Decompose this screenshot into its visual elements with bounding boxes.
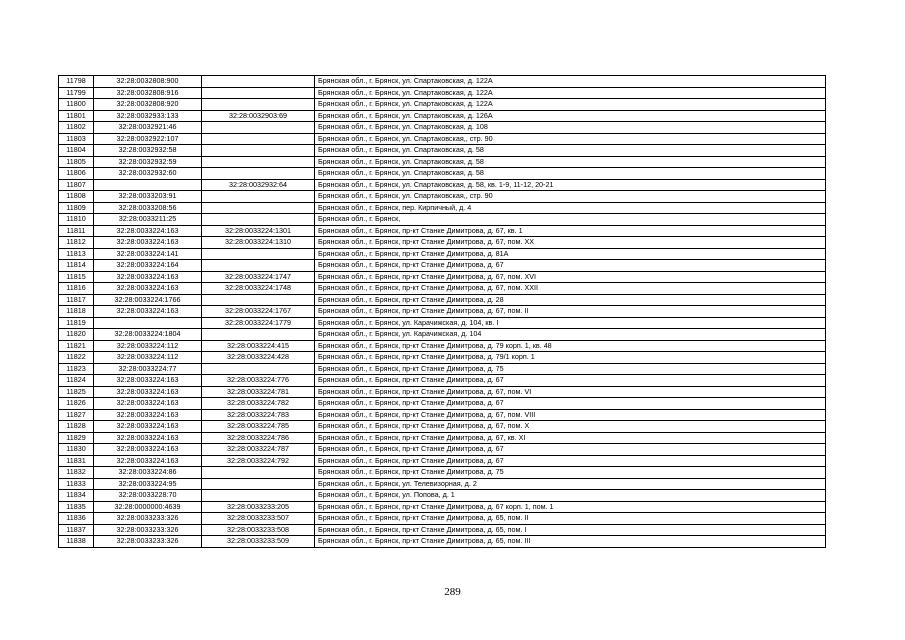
object-number-cell bbox=[202, 191, 315, 203]
address-cell: Брянская обл., г. Брянск, пр-кт Станке Димитрова, д. 67 bbox=[315, 444, 826, 456]
table-row bbox=[59, 409, 826, 421]
row-number-cell: 11807 bbox=[59, 179, 94, 191]
row-number-cell: 11806 bbox=[59, 168, 94, 180]
table-row bbox=[59, 202, 826, 214]
table-row bbox=[59, 501, 826, 513]
object-number-cell: 32:28:0033233:205 bbox=[202, 501, 315, 513]
row-number-cell: 11826 bbox=[59, 398, 94, 410]
object-number-cell: 32:28:0033224:1310 bbox=[202, 237, 315, 249]
table-row bbox=[59, 271, 826, 283]
parcel-number-cell: 32:28:0033224:1766 bbox=[94, 294, 202, 306]
row-number-cell: 11822 bbox=[59, 352, 94, 364]
address-cell: Брянская обл., г. Брянск, ул. Спартаковская, д. 58 bbox=[315, 168, 826, 180]
table-row bbox=[59, 168, 826, 180]
row-number-cell: 11830 bbox=[59, 444, 94, 456]
table-row bbox=[59, 179, 826, 191]
parcel-number-cell: 32:28:0033233:326 bbox=[94, 513, 202, 525]
address-cell: Брянская обл., г. Брянск, пр-кт Станке Димитрова, д. 65, пом. II bbox=[315, 513, 826, 525]
address-cell: Брянская обл., г. Брянск, пр-кт Станке Димитрова, д. 67 bbox=[315, 260, 826, 272]
table-row bbox=[59, 375, 826, 387]
object-number-cell: 32:28:0033224:781 bbox=[202, 386, 315, 398]
row-number-cell: 11814 bbox=[59, 260, 94, 272]
parcel-number-cell: 32:28:0033224:163 bbox=[94, 283, 202, 295]
row-number-cell: 11818 bbox=[59, 306, 94, 318]
parcel-number-cell: 32:28:0032933:133 bbox=[94, 110, 202, 122]
address-cell: Брянская обл., г. Брянск, пер. Кирпичный, д. 4 bbox=[315, 202, 826, 214]
object-number-cell: 32:28:0033224:783 bbox=[202, 409, 315, 421]
row-number-cell: 11810 bbox=[59, 214, 94, 226]
row-number-cell: 11803 bbox=[59, 133, 94, 145]
object-number-cell bbox=[202, 490, 315, 502]
table-row bbox=[59, 306, 826, 318]
address-cell: Брянская обл., г. Брянск, пр-кт Станке Димитрова, д. 67, пом. VIII bbox=[315, 409, 826, 421]
parcel-number-cell: 32:28:0033224:95 bbox=[94, 478, 202, 490]
address-cell: Брянская обл., г. Брянск, ул. Спартаковская, д. 108 bbox=[315, 122, 826, 134]
object-number-cell bbox=[202, 99, 315, 111]
parcel-number-cell: 32:28:0033224:164 bbox=[94, 260, 202, 272]
object-number-cell: 32:28:0033224:415 bbox=[202, 340, 315, 352]
registry-table bbox=[58, 75, 826, 548]
object-number-cell: 32:28:0033233:509 bbox=[202, 536, 315, 548]
table-row bbox=[59, 122, 826, 134]
table-row bbox=[59, 421, 826, 433]
parcel-number-cell: 32:28:0033233:326 bbox=[94, 524, 202, 536]
row-number-cell: 11820 bbox=[59, 329, 94, 341]
table-row bbox=[59, 294, 826, 306]
table-row bbox=[59, 260, 826, 272]
table-row bbox=[59, 76, 826, 88]
row-number-cell: 11812 bbox=[59, 237, 94, 249]
address-cell: Брянская обл., г. Брянск, ул. Спартаковская,, стр. 90 bbox=[315, 191, 826, 203]
table-row bbox=[59, 398, 826, 410]
table-row bbox=[59, 536, 826, 548]
parcel-number-cell: 32:28:0032808:920 bbox=[94, 99, 202, 111]
parcel-number-cell: 32:28:0033208:56 bbox=[94, 202, 202, 214]
row-number-cell: 11804 bbox=[59, 145, 94, 157]
row-number-cell: 11823 bbox=[59, 363, 94, 375]
table-row bbox=[59, 110, 826, 122]
object-number-cell: 32:28:0033224:786 bbox=[202, 432, 315, 444]
parcel-number-cell: 32:28:0033224:163 bbox=[94, 225, 202, 237]
row-number-cell: 11832 bbox=[59, 467, 94, 479]
parcel-number-cell: 32:28:0033224:163 bbox=[94, 375, 202, 387]
row-number-cell: 11831 bbox=[59, 455, 94, 467]
row-number-cell: 11837 bbox=[59, 524, 94, 536]
address-cell: Брянская обл., г. Брянск, пр-кт Станке Димитрова, д. 67, пом. X bbox=[315, 421, 826, 433]
table-row bbox=[59, 214, 826, 226]
parcel-number-cell: 32:28:0000000:4639 bbox=[94, 501, 202, 513]
object-number-cell: 32:28:0033224:1301 bbox=[202, 225, 315, 237]
parcel-number-cell: 32:28:0033224:163 bbox=[94, 237, 202, 249]
address-cell: Брянская обл., г. Брянск, пр-кт Станке Димитрова, д. 79 корп. 1, кв. 48 bbox=[315, 340, 826, 352]
row-number-cell: 11827 bbox=[59, 409, 94, 421]
parcel-number-cell: 32:28:0033224:86 bbox=[94, 467, 202, 479]
address-cell: Брянская обл., г. Брянск, ул. Спартаковская, д. 122А bbox=[315, 87, 826, 99]
parcel-number-cell: 32:28:0032808:916 bbox=[94, 87, 202, 99]
table-row bbox=[59, 317, 826, 329]
parcel-number-cell: 32:28:0033224:112 bbox=[94, 340, 202, 352]
address-cell: Брянская обл., г. Брянск, пр-кт Станке Димитрова, д. 67, пом. XVI bbox=[315, 271, 826, 283]
address-cell: Брянская обл., г. Брянск, пр-кт Станке Димитрова, д. 67, кв. 1 bbox=[315, 225, 826, 237]
object-number-cell: 32:28:0033224:787 bbox=[202, 444, 315, 456]
parcel-number-cell bbox=[94, 317, 202, 329]
row-number-cell: 11800 bbox=[59, 99, 94, 111]
object-number-cell bbox=[202, 168, 315, 180]
address-cell: Брянская обл., г. Брянск, пр-кт Станке Димитрова, д. 67 корп. 1, пом. 1 bbox=[315, 501, 826, 513]
table-row bbox=[59, 340, 826, 352]
object-number-cell: 32:28:0033224:1748 bbox=[202, 283, 315, 295]
parcel-number-cell: 32:28:0033224:163 bbox=[94, 444, 202, 456]
object-number-cell bbox=[202, 329, 315, 341]
row-number-cell: 11819 bbox=[59, 317, 94, 329]
row-number-cell: 11825 bbox=[59, 386, 94, 398]
address-cell: Брянская обл., г. Брянск, ул. Спартаковская, д. 122А bbox=[315, 76, 826, 88]
registry-table-body bbox=[59, 76, 826, 548]
address-cell: Брянская обл., г. Брянск, ул. Спартаковская, д. 122А bbox=[315, 99, 826, 111]
row-number-cell: 11798 bbox=[59, 76, 94, 88]
table-row bbox=[59, 156, 826, 168]
address-cell: Брянская обл., г. Брянск, пр-кт Станке Димитрова, д. 67, пом. VI bbox=[315, 386, 826, 398]
object-number-cell: 32:28:0033224:428 bbox=[202, 352, 315, 364]
object-number-cell: 32:28:0033224:1747 bbox=[202, 271, 315, 283]
row-number-cell: 11802 bbox=[59, 122, 94, 134]
address-cell: Брянская обл., г. Брянск, ул. Карачижская, д. 104, кв. I bbox=[315, 317, 826, 329]
address-cell: Брянская обл., г. Брянск, ул. Спартаковская, д. 58 bbox=[315, 156, 826, 168]
row-number-cell: 11809 bbox=[59, 202, 94, 214]
row-number-cell: 11813 bbox=[59, 248, 94, 260]
row-number-cell: 11824 bbox=[59, 375, 94, 387]
row-number-cell: 11817 bbox=[59, 294, 94, 306]
parcel-number-cell: 32:28:0033203:91 bbox=[94, 191, 202, 203]
row-number-cell: 11836 bbox=[59, 513, 94, 525]
address-cell: Брянская обл., г. Брянск, bbox=[315, 214, 826, 226]
table-row bbox=[59, 87, 826, 99]
table-row bbox=[59, 225, 826, 237]
object-number-cell bbox=[202, 363, 315, 375]
address-cell: Брянская обл., г. Брянск, ул. Карачижская, д. 104 bbox=[315, 329, 826, 341]
parcel-number-cell: 32:28:0032932:58 bbox=[94, 145, 202, 157]
row-number-cell: 11821 bbox=[59, 340, 94, 352]
row-number-cell: 11805 bbox=[59, 156, 94, 168]
address-cell: Брянская обл., г. Брянск, пр-кт Станке Димитрова, д. 79/1 корп. 1 bbox=[315, 352, 826, 364]
table-row bbox=[59, 455, 826, 467]
object-number-cell: 32:28:0033224:1767 bbox=[202, 306, 315, 318]
address-cell: Брянская обл., г. Брянск, пр-кт Станке Димитрова, д. 67, пом. II bbox=[315, 306, 826, 318]
address-cell: Брянская обл., г. Брянск, пр-кт Станке Димитрова, д. 67, пом. XX bbox=[315, 237, 826, 249]
row-number-cell: 11834 bbox=[59, 490, 94, 502]
row-number-cell: 11835 bbox=[59, 501, 94, 513]
address-cell: Брянская обл., г. Брянск, ул. Спартаковская, д. 58, кв. 1-9, 11-12, 20-21 bbox=[315, 179, 826, 191]
address-cell: Брянская обл., г. Брянск, пр-кт Станке Димитрова, д. 67 bbox=[315, 375, 826, 387]
object-number-cell: 32:28:0033233:507 bbox=[202, 513, 315, 525]
row-number-cell: 11833 bbox=[59, 478, 94, 490]
table-row bbox=[59, 524, 826, 536]
address-cell: Брянская обл., г. Брянск, пр-кт Станке Димитрова, д. 75 bbox=[315, 363, 826, 375]
table-row bbox=[59, 248, 826, 260]
parcel-number-cell: 32:28:0032932:59 bbox=[94, 156, 202, 168]
parcel-number-cell: 32:28:0033224:163 bbox=[94, 421, 202, 433]
address-cell: Брянская обл., г. Брянск, ул. Спартаковская, д. 126А bbox=[315, 110, 826, 122]
object-number-cell bbox=[202, 87, 315, 99]
row-number-cell: 11808 bbox=[59, 191, 94, 203]
address-cell: Брянская обл., г. Брянск, ул. Телевизорная, д. 2 bbox=[315, 478, 826, 490]
object-number-cell bbox=[202, 467, 315, 479]
table-row bbox=[59, 237, 826, 249]
row-number-cell: 11815 bbox=[59, 271, 94, 283]
object-number-cell: 32:28:0032932:64 bbox=[202, 179, 315, 191]
parcel-number-cell: 32:28:0033224:112 bbox=[94, 352, 202, 364]
table-row bbox=[59, 99, 826, 111]
table-row bbox=[59, 329, 826, 341]
object-number-cell: 32:28:0033224:782 bbox=[202, 398, 315, 410]
address-cell: Брянская обл., г. Брянск, ул. Спартаковская, д. 58 bbox=[315, 145, 826, 157]
address-cell: Брянская обл., г. Брянск, пр-кт Станке Димитрова, д. 28 bbox=[315, 294, 826, 306]
address-cell: Брянская обл., г. Брянск, ул. Попова, д. 1 bbox=[315, 490, 826, 502]
parcel-number-cell: 32:28:0032932:60 bbox=[94, 168, 202, 180]
object-number-cell: 32:28:0033224:776 bbox=[202, 375, 315, 387]
table-row bbox=[59, 490, 826, 502]
row-number-cell: 11829 bbox=[59, 432, 94, 444]
table-row bbox=[59, 386, 826, 398]
parcel-number-cell: 32:28:0032808:900 bbox=[94, 76, 202, 88]
object-number-cell bbox=[202, 122, 315, 134]
parcel-number-cell bbox=[94, 179, 202, 191]
address-cell: Брянская обл., г. Брянск, пр-кт Станке Димитрова, д. 75 bbox=[315, 467, 826, 479]
parcel-number-cell: 32:28:0032922:107 bbox=[94, 133, 202, 145]
row-number-cell: 11816 bbox=[59, 283, 94, 295]
parcel-number-cell: 32:28:0033224:77 bbox=[94, 363, 202, 375]
address-cell: Брянская обл., г. Брянск, пр-кт Станке Димитрова, д. 67 bbox=[315, 398, 826, 410]
table-row bbox=[59, 432, 826, 444]
parcel-number-cell: 32:28:0033224:141 bbox=[94, 248, 202, 260]
parcel-number-cell: 32:28:0033224:163 bbox=[94, 271, 202, 283]
parcel-number-cell: 32:28:0033224:163 bbox=[94, 306, 202, 318]
table-row bbox=[59, 363, 826, 375]
object-number-cell bbox=[202, 478, 315, 490]
table-row bbox=[59, 191, 826, 203]
parcel-number-cell: 32:28:0033211:25 bbox=[94, 214, 202, 226]
object-number-cell bbox=[202, 145, 315, 157]
table-row bbox=[59, 352, 826, 364]
object-number-cell: 32:28:0032903:69 bbox=[202, 110, 315, 122]
object-number-cell bbox=[202, 214, 315, 226]
parcel-number-cell: 32:28:0032921:46 bbox=[94, 122, 202, 134]
parcel-number-cell: 32:28:0033228:70 bbox=[94, 490, 202, 502]
table-row bbox=[59, 133, 826, 145]
address-cell: Брянская обл., г. Брянск, ул. Спартаковская,, стр. 90 bbox=[315, 133, 826, 145]
parcel-number-cell: 32:28:0033224:163 bbox=[94, 398, 202, 410]
row-number-cell: 11811 bbox=[59, 225, 94, 237]
object-number-cell bbox=[202, 156, 315, 168]
object-number-cell: 32:28:0033224:1779 bbox=[202, 317, 315, 329]
table-row bbox=[59, 513, 826, 525]
table-row bbox=[59, 145, 826, 157]
page-number: 289 bbox=[444, 586, 461, 598]
parcel-number-cell: 32:28:0033224:1804 bbox=[94, 329, 202, 341]
row-number-cell: 11828 bbox=[59, 421, 94, 433]
table-row bbox=[59, 478, 826, 490]
parcel-number-cell: 32:28:0033224:163 bbox=[94, 455, 202, 467]
object-number-cell: 32:28:0033233:508 bbox=[202, 524, 315, 536]
object-number-cell bbox=[202, 260, 315, 272]
row-number-cell: 11799 bbox=[59, 87, 94, 99]
row-number-cell: 11801 bbox=[59, 110, 94, 122]
row-number-cell: 11838 bbox=[59, 536, 94, 548]
parcel-number-cell: 32:28:0033233:326 bbox=[94, 536, 202, 548]
table-row bbox=[59, 467, 826, 479]
address-cell: Брянская обл., г. Брянск, пр-кт Станке Димитрова, д. 65, пом. I bbox=[315, 524, 826, 536]
object-number-cell: 32:28:0033224:785 bbox=[202, 421, 315, 433]
address-cell: Брянская обл., г. Брянск, пр-кт Станке Димитрова, д. 67, пом. XXII bbox=[315, 283, 826, 295]
address-cell: Брянская обл., г. Брянск, пр-кт Станке Димитрова, д. 67 bbox=[315, 455, 826, 467]
parcel-number-cell: 32:28:0033224:163 bbox=[94, 432, 202, 444]
object-number-cell bbox=[202, 133, 315, 145]
object-number-cell bbox=[202, 202, 315, 214]
object-number-cell bbox=[202, 76, 315, 88]
object-number-cell: 32:28:0033224:792 bbox=[202, 455, 315, 467]
address-cell: Брянская обл., г. Брянск, пр-кт Станке Димитрова, д. 67, кв. XI bbox=[315, 432, 826, 444]
table-row bbox=[59, 444, 826, 456]
object-number-cell bbox=[202, 248, 315, 260]
table-row bbox=[59, 283, 826, 295]
object-number-cell bbox=[202, 294, 315, 306]
address-cell: Брянская обл., г. Брянск, пр-кт Станке Димитрова, д. 65, пом. III bbox=[315, 536, 826, 548]
parcel-number-cell: 32:28:0033224:163 bbox=[94, 409, 202, 421]
parcel-number-cell: 32:28:0033224:163 bbox=[94, 386, 202, 398]
address-cell: Брянская обл., г. Брянск, пр-кт Станке Димитрова, д. 81А bbox=[315, 248, 826, 260]
